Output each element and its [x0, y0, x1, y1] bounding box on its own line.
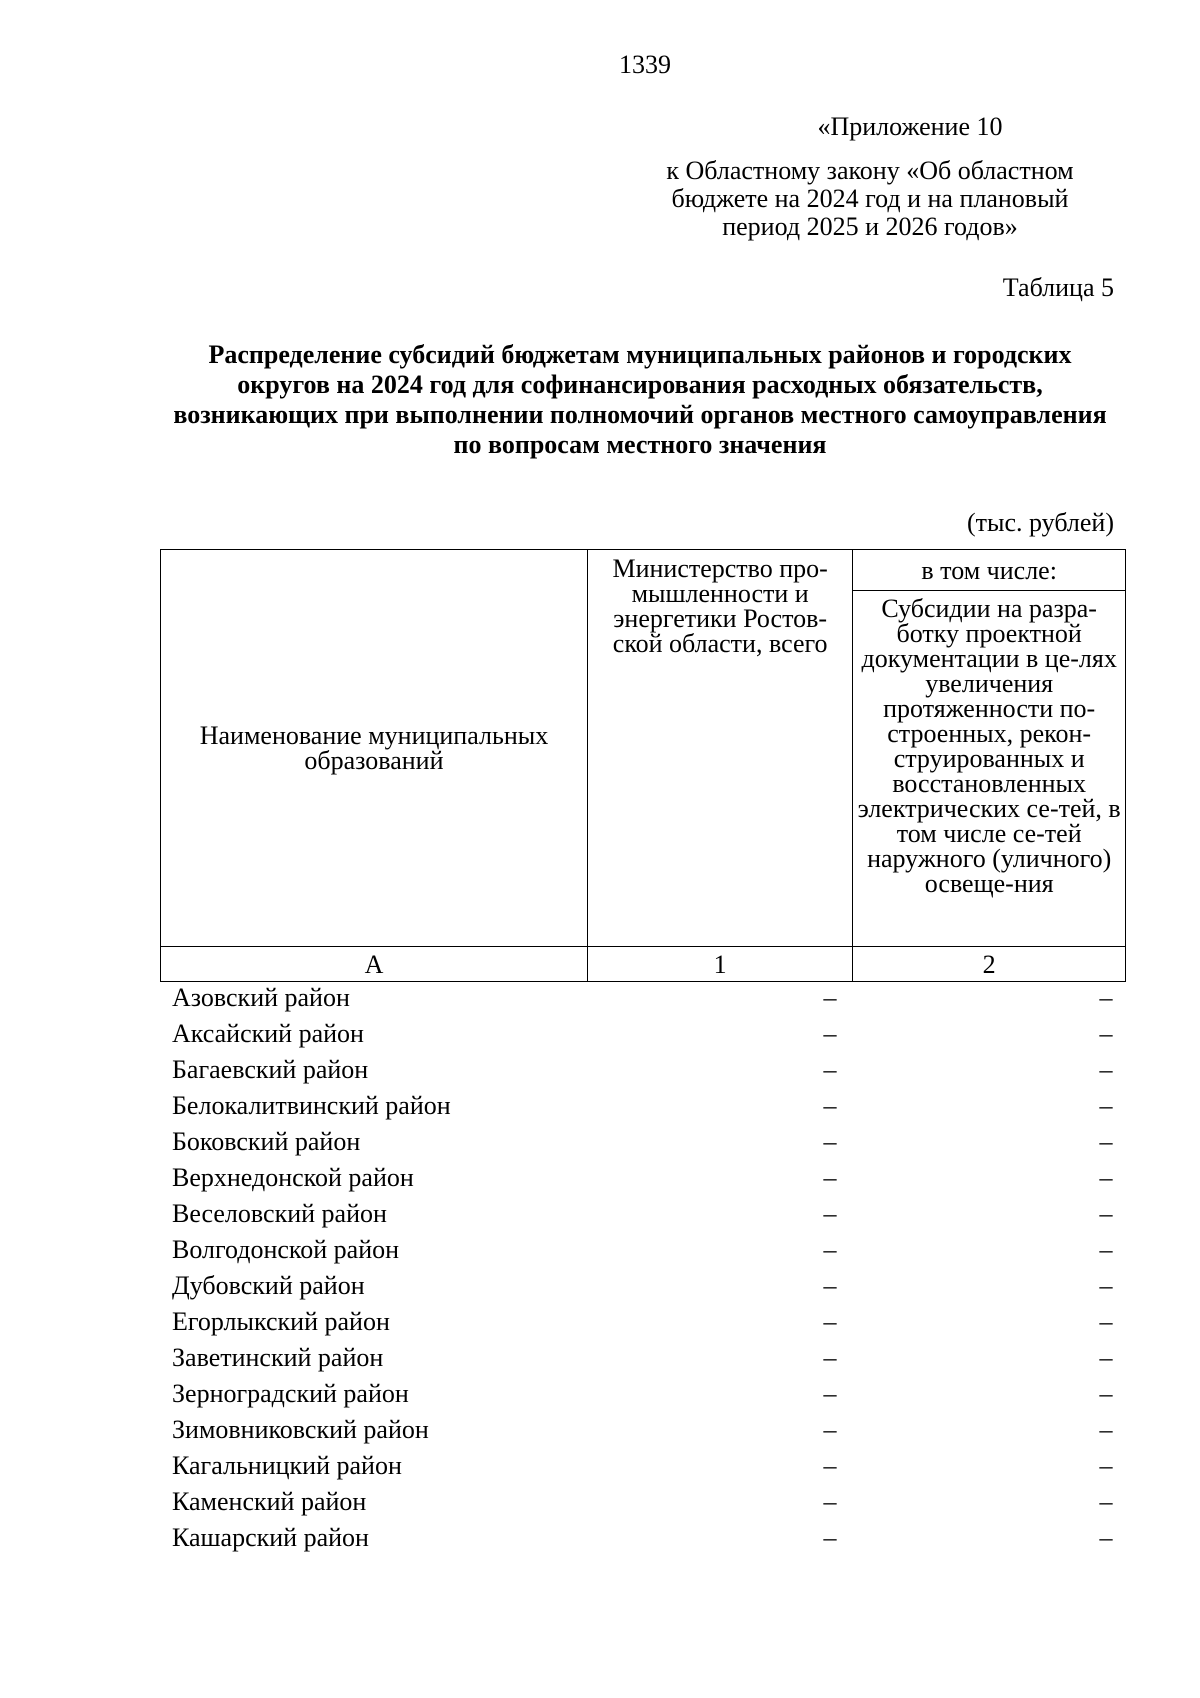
table-row [160, 1376, 1126, 1412]
municipality-name: Аксайский район [172, 1019, 364, 1048]
municipality-name: Верхнедонской район [172, 1163, 414, 1192]
appendix-title: «Приложение 10 [817, 112, 1003, 141]
ministry-total-value: – [823, 1451, 837, 1480]
ministry-total-value: – [823, 1307, 837, 1336]
ministry-total-value: – [823, 1523, 837, 1552]
subsidy-value: – [1099, 1199, 1113, 1228]
ministry-total-value: – [823, 1343, 837, 1372]
municipality-name: Волгодонской район [172, 1235, 400, 1264]
table-row [160, 1448, 1126, 1484]
ministry-total-value: – [823, 1019, 837, 1048]
header-index-2: 2 [853, 947, 1126, 982]
subsidy-value: – [1099, 1055, 1113, 1084]
subsidy-value: – [1099, 1343, 1113, 1372]
table-row [160, 1304, 1126, 1340]
table-row [160, 1340, 1126, 1376]
subsidy-value: – [1099, 1271, 1113, 1300]
subsidy-value: – [1099, 1235, 1113, 1264]
subsidy-value: – [1099, 1019, 1113, 1048]
table-row [160, 1124, 1126, 1160]
municipality-name: Багаевский район [172, 1055, 369, 1084]
municipality-name: Егорлыкский район [172, 1307, 390, 1336]
municipality-name: Зерноградский район [172, 1379, 409, 1408]
subsidy-value: – [1099, 1523, 1113, 1552]
municipality-name: Дубовский район [172, 1271, 365, 1300]
municipality-name: Зимовниковский район [172, 1415, 429, 1444]
subsidy-value: – [1099, 1415, 1113, 1444]
table-row [160, 1484, 1126, 1520]
header-including: в том числе: [853, 550, 1126, 591]
subsidy-value: – [1099, 983, 1113, 1012]
municipality-name: Веселовский район [172, 1199, 387, 1228]
table-row [160, 1520, 1126, 1556]
header-municipality-name: Наименование муниципальных образований [161, 550, 588, 947]
ministry-total-value: – [823, 1487, 837, 1516]
municipality-name: Боковский район [172, 1127, 361, 1156]
subsidy-value: – [1099, 1379, 1113, 1408]
header-index-a: А [161, 947, 588, 982]
subsidy-value: – [1099, 1091, 1113, 1120]
table-label: Таблица 5 [1002, 273, 1114, 302]
subsidy-value: – [1099, 1163, 1113, 1192]
subsidy-value: – [1099, 1307, 1113, 1336]
ministry-total-value: – [823, 1379, 837, 1408]
header-ministry-total: Министерство про-мышленности и энергетики Ростов-ской области, всего [587, 550, 852, 947]
subsidy-value: – [1099, 1127, 1113, 1156]
page-number: 1339 [619, 50, 671, 79]
ministry-total-value: – [823, 1235, 837, 1264]
table-header [160, 549, 1126, 982]
municipality-name: Заветинский район [172, 1343, 384, 1372]
ministry-total-value: – [823, 1163, 837, 1192]
ministry-total-value: – [823, 1199, 837, 1228]
ministry-total-value: – [823, 1055, 837, 1084]
table-row [160, 1268, 1126, 1304]
table-row [160, 1088, 1126, 1124]
ministry-total-value: – [823, 983, 837, 1012]
subsidy-value: – [1099, 1487, 1113, 1516]
table-body [160, 980, 1126, 1556]
appendix-reference: к Областному закону «Об областном бюджете на 2024 год и на плановый период 2025 и 2026 годов» [666, 156, 1074, 241]
units-label: (тыс. рублей) [966, 508, 1114, 537]
table-row [160, 980, 1126, 1016]
municipality-name: Кагальницкий район [172, 1451, 402, 1480]
table-row [160, 1016, 1126, 1052]
table-row [160, 1412, 1126, 1448]
table-row [160, 1160, 1126, 1196]
ministry-total-value: – [823, 1271, 837, 1300]
document-title: Распределение субсидий бюджетам муниципальных районов и городских округов на 2024 год для софинансирования расходных обязательств, возникающих при выполнении полномочий органов местного самоуправления по вопросам местного значения [173, 340, 1107, 459]
municipality-name: Кашарский район [172, 1523, 369, 1552]
table-row [160, 1052, 1126, 1088]
municipality-name: Каменский район [172, 1487, 367, 1516]
header-subsidy-description: Субсидии на разра-ботку проектной документации в це-лях увеличения протяженности по-строенных, рекон-струированных и восстановленных электрических се-тей, в том числе се-тей наружного (уличного) освеще-ния [853, 591, 1126, 947]
subsidy-value: – [1099, 1451, 1113, 1480]
ministry-total-value: – [823, 1127, 837, 1156]
municipality-name: Азовский район [172, 983, 350, 1012]
header-index-1: 1 [587, 947, 852, 982]
table-row [160, 1232, 1126, 1268]
ministry-total-value: – [823, 1415, 837, 1444]
municipality-name: Белокалитвинский район [172, 1091, 451, 1120]
ministry-total-value: – [823, 1091, 837, 1120]
table-row [160, 1196, 1126, 1232]
